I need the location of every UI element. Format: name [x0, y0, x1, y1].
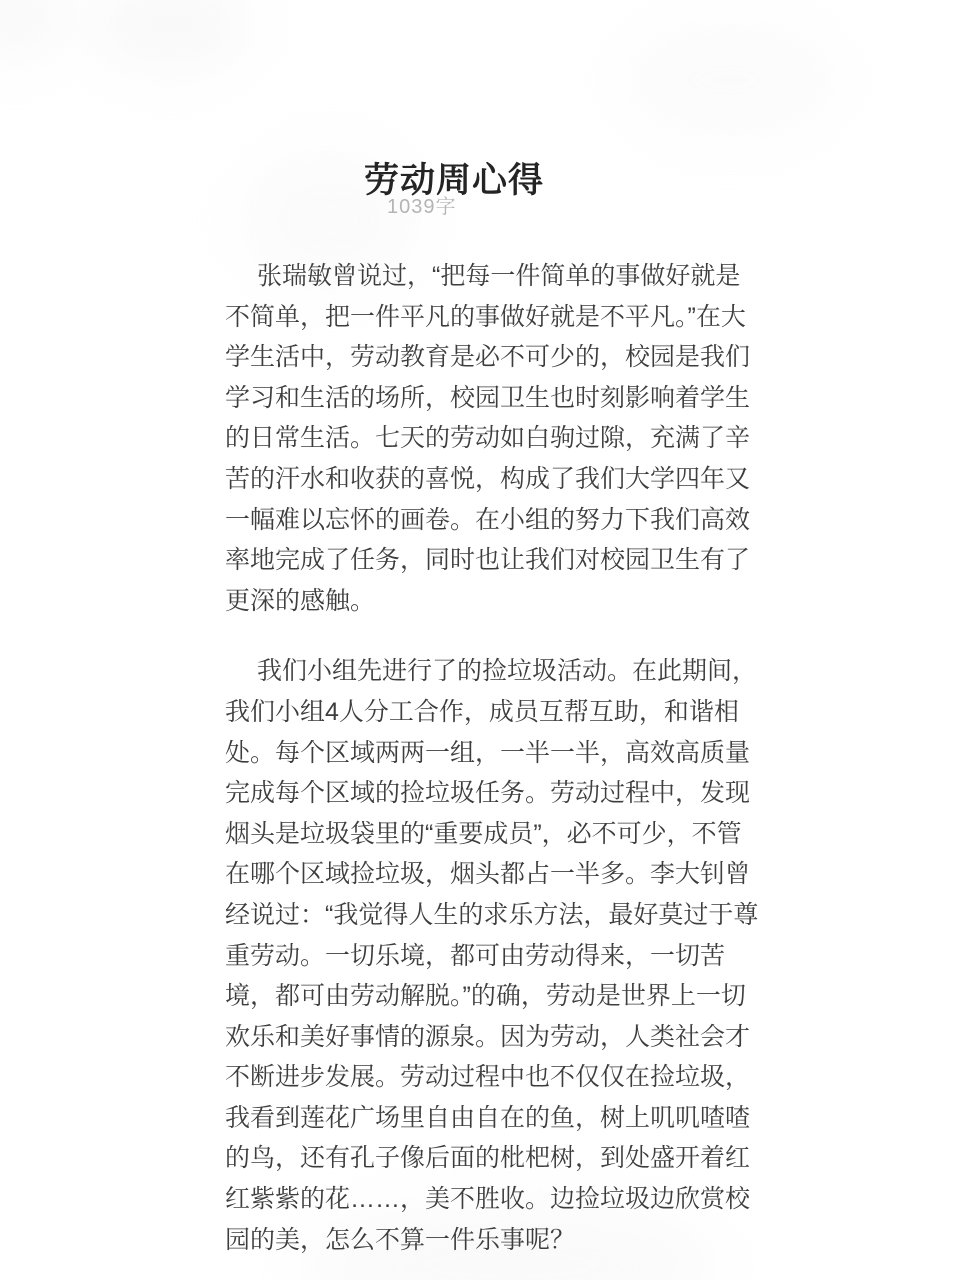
paper-shading: [620, 20, 840, 140]
document-body: [225, 256, 762, 1260]
word-count-label: 1039字: [387, 196, 457, 218]
document-title: 劳动周心得: [364, 161, 545, 201]
paper-shading: [0, 0, 60, 60]
paragraph-1: 张瑞敏曾说过，“把每一件简单的事做好就是不简单，把一件平凡的事做好就是不平凡。”在大学生活中，劳动教育是必不可少的，校园是我们学习和生活的场所，校园卫生也时刻影响着学生的日常生活。七天的劳动如白驹过隙，充满了辛苦的汗水和收获的喜悦，构成了我们大学四年又一幅难以忘怀的画卷。在小组的努力下我们高效率地完成了任务，同时也让我们对校园卫生有了更深的感触。: [225, 262, 751, 615]
paragraph-2: 我们小组先进行了的捡垃圾活动。在此期间，我们小组4人分工合作，成员互帮互助，和谐相处。每个区域两两一组，一半一半，高效高质量完成每个区域的捡垃圾任务。劳动过程中，发现烟头是垃圾袋里的“重要成员”，必不可少，不管在哪个区域捡垃圾，烟头都占一半多。李大钊曾经说过：“我觉得人生的求乐方法，最好莫过于尊重劳动。一切乐境，都可由劳动得来，一切苦境，都可由劳动解脱。”的确，劳动是世界上一切欢乐和美好事情的源泉。因为劳动，人类社会才不断进步发展。劳动过程中也不仅仅在捡垃圾，我看到莲花广场里自由自在的鱼，树上叽叽喳喳的鸟，还有孔子像后面的枇杷树，到处盛开着红红紫紫的花……，美不胜收。边捡垃圾边欣赏校园的美，怎么不算一件乐事呢？: [225, 657, 759, 1254]
paper-shading: [90, 0, 250, 70]
